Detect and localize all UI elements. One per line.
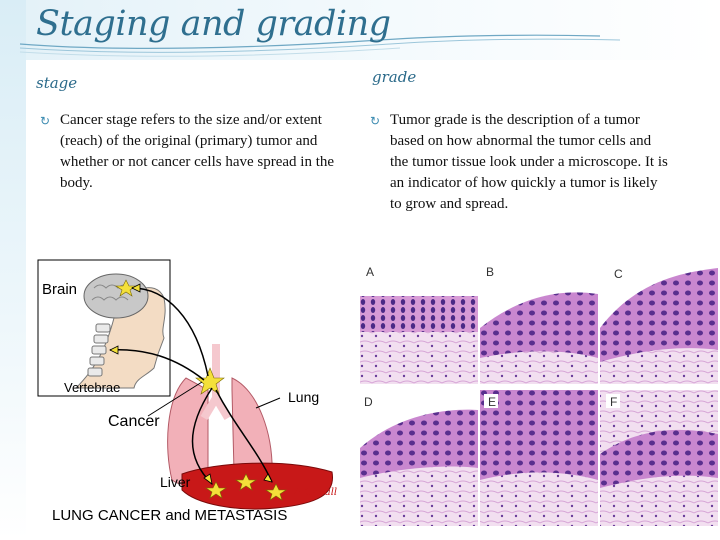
panel-B bbox=[480, 260, 598, 384]
panel-label-c: C bbox=[614, 267, 623, 281]
stage-heading: stage bbox=[36, 74, 78, 92]
left-border-background bbox=[0, 0, 26, 540]
panel-E bbox=[480, 390, 598, 526]
grade-bullet-text: Tumor grade is the description of a tumor based on how abnormal the tumor cells and the tumor tissue look under a microscope. It is an indicator of how quickly a tumor is likely to grow and spread. bbox=[390, 112, 668, 212]
panel-label-f: F bbox=[610, 395, 618, 409]
bullet-icon: ↻ bbox=[40, 114, 51, 128]
panel-D bbox=[360, 390, 478, 526]
slide-title: Staging and grading bbox=[36, 4, 391, 44]
brain-shape bbox=[84, 274, 148, 318]
stage-bullet-text: Cancer stage refers to the size and/or extent (reach) of the original (primary) tumor and whether or not cancer cells have spread in the body. bbox=[60, 112, 335, 191]
grade-heading: grade bbox=[372, 68, 417, 86]
panel-A bbox=[360, 260, 478, 384]
histology-grid bbox=[358, 258, 720, 528]
panel-C bbox=[600, 260, 718, 384]
cancer-label: Cancer bbox=[108, 413, 160, 430]
histology-figure bbox=[358, 258, 720, 528]
grade-bullet bbox=[370, 110, 670, 215]
panel-label-e: E bbox=[488, 395, 497, 409]
metastasis-illustration bbox=[36, 258, 350, 526]
brain-label: Brain bbox=[42, 281, 78, 298]
metastasis-figure bbox=[36, 258, 350, 526]
panel-label-d: D bbox=[364, 395, 373, 409]
artist-signature: A.Gneall bbox=[294, 487, 338, 498]
bullet-icon: ↻ bbox=[370, 114, 381, 128]
vertebrae-label: Vertebrae bbox=[64, 380, 121, 395]
panel-label-b: B bbox=[486, 265, 495, 279]
lung-pointer-line bbox=[256, 398, 280, 408]
stage-bullet bbox=[40, 110, 345, 194]
panel-F bbox=[600, 390, 718, 526]
panel-label-a: A bbox=[366, 265, 375, 279]
figure-caption: LUNG CANCER and METASTASIS bbox=[52, 507, 288, 524]
liver-label: Liver bbox=[160, 474, 191, 490]
lung-label: Lung bbox=[288, 389, 320, 405]
